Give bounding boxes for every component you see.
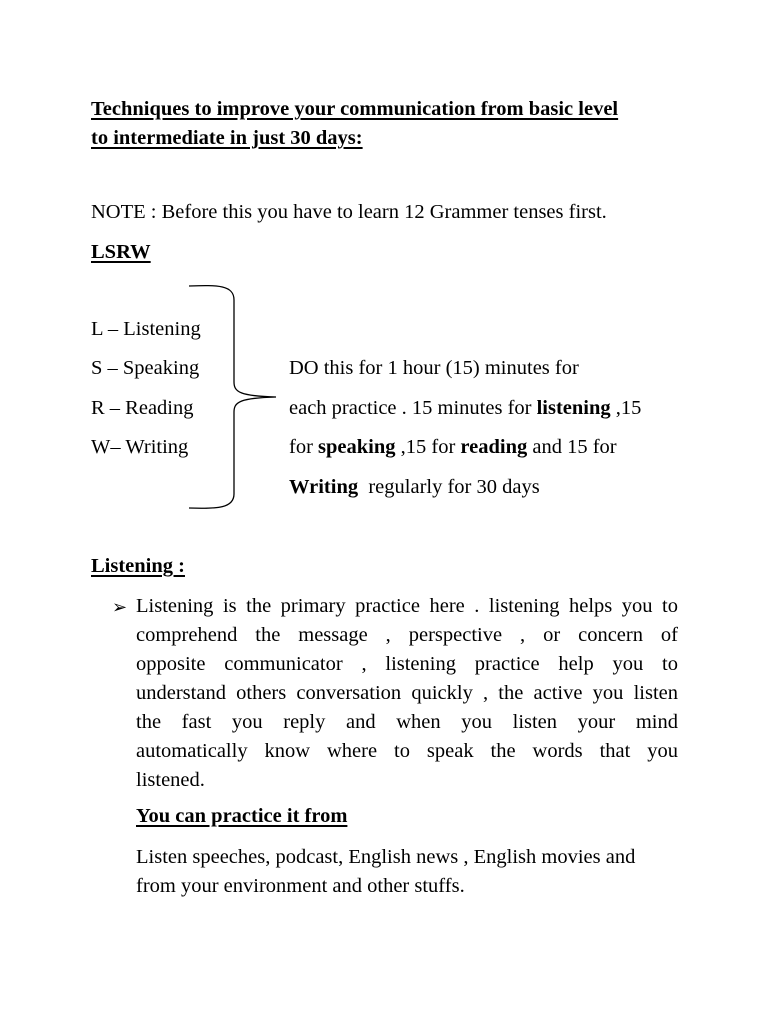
plan-line-3 bbox=[289, 436, 617, 459]
document-title bbox=[91, 95, 618, 153]
skill-reading: R – Reading bbox=[91, 397, 194, 419]
bullet-line: comprehend the message , perspective , or concern of bbox=[136, 624, 678, 646]
skill-writing: W– Writing bbox=[91, 436, 189, 458]
practice-line-2: from your environment and other stuffs. bbox=[136, 875, 465, 897]
title-line-1: Techniques to improve your communication from basic level bbox=[91, 98, 619, 120]
practice-text bbox=[136, 843, 635, 901]
skill-speaking: S – Speaking bbox=[91, 357, 200, 379]
curly-brace-icon bbox=[188, 282, 283, 512]
bullet-line: listened. bbox=[136, 769, 205, 791]
lsrw-heading: LSRW bbox=[91, 241, 151, 263]
plan-line-2-c: ,15 bbox=[610, 397, 642, 419]
skill-listening: L – Listening bbox=[91, 318, 201, 340]
plan-line-3-a: for bbox=[289, 436, 319, 458]
plan-line-2 bbox=[289, 397, 641, 420]
plan-line-3-e: and 15 for bbox=[527, 436, 617, 458]
plan-line-2-a: each practice . 15 minutes for bbox=[289, 397, 537, 419]
listening-heading: Listening : bbox=[91, 555, 185, 577]
plan-line-4-b: regularly for 30 days bbox=[358, 476, 540, 498]
title-line-2: to intermediate in just 30 days: bbox=[91, 127, 363, 149]
plan-reading-bold: reading bbox=[460, 436, 528, 458]
listening-bullet-text bbox=[136, 592, 678, 795]
plan-listening-bold: listening bbox=[536, 397, 611, 419]
plan-line-4 bbox=[289, 476, 540, 499]
practice-heading: You can practice it from bbox=[136, 805, 348, 827]
plan-line-1: DO this for 1 hour (15) minutes for bbox=[289, 357, 579, 379]
bullet-line: understand others conversation quickly , the active you listen bbox=[136, 682, 678, 704]
bullet-line: opposite communicator , listening practice help you to bbox=[136, 653, 678, 675]
plan-speaking-bold: speaking bbox=[318, 436, 396, 458]
bullet-line: the fast you reply and when you listen your mind bbox=[136, 711, 678, 733]
plan-writing-bold: Writing bbox=[289, 476, 359, 498]
plan-line-3-c: ,15 for bbox=[395, 436, 461, 458]
practice-line-1: Listen speeches, podcast, English news , English movies and bbox=[136, 846, 636, 868]
listening-bullet bbox=[112, 592, 680, 795]
arrow-bullet-icon: ➢ bbox=[112, 597, 128, 617]
bullet-line: automatically know where to speak the words that you bbox=[136, 740, 678, 762]
note-text: NOTE : Before this you have to learn 12 Grammer tenses first. bbox=[91, 201, 607, 223]
bullet-line: Listening is the primary practice here . listening helps you to bbox=[136, 595, 678, 617]
